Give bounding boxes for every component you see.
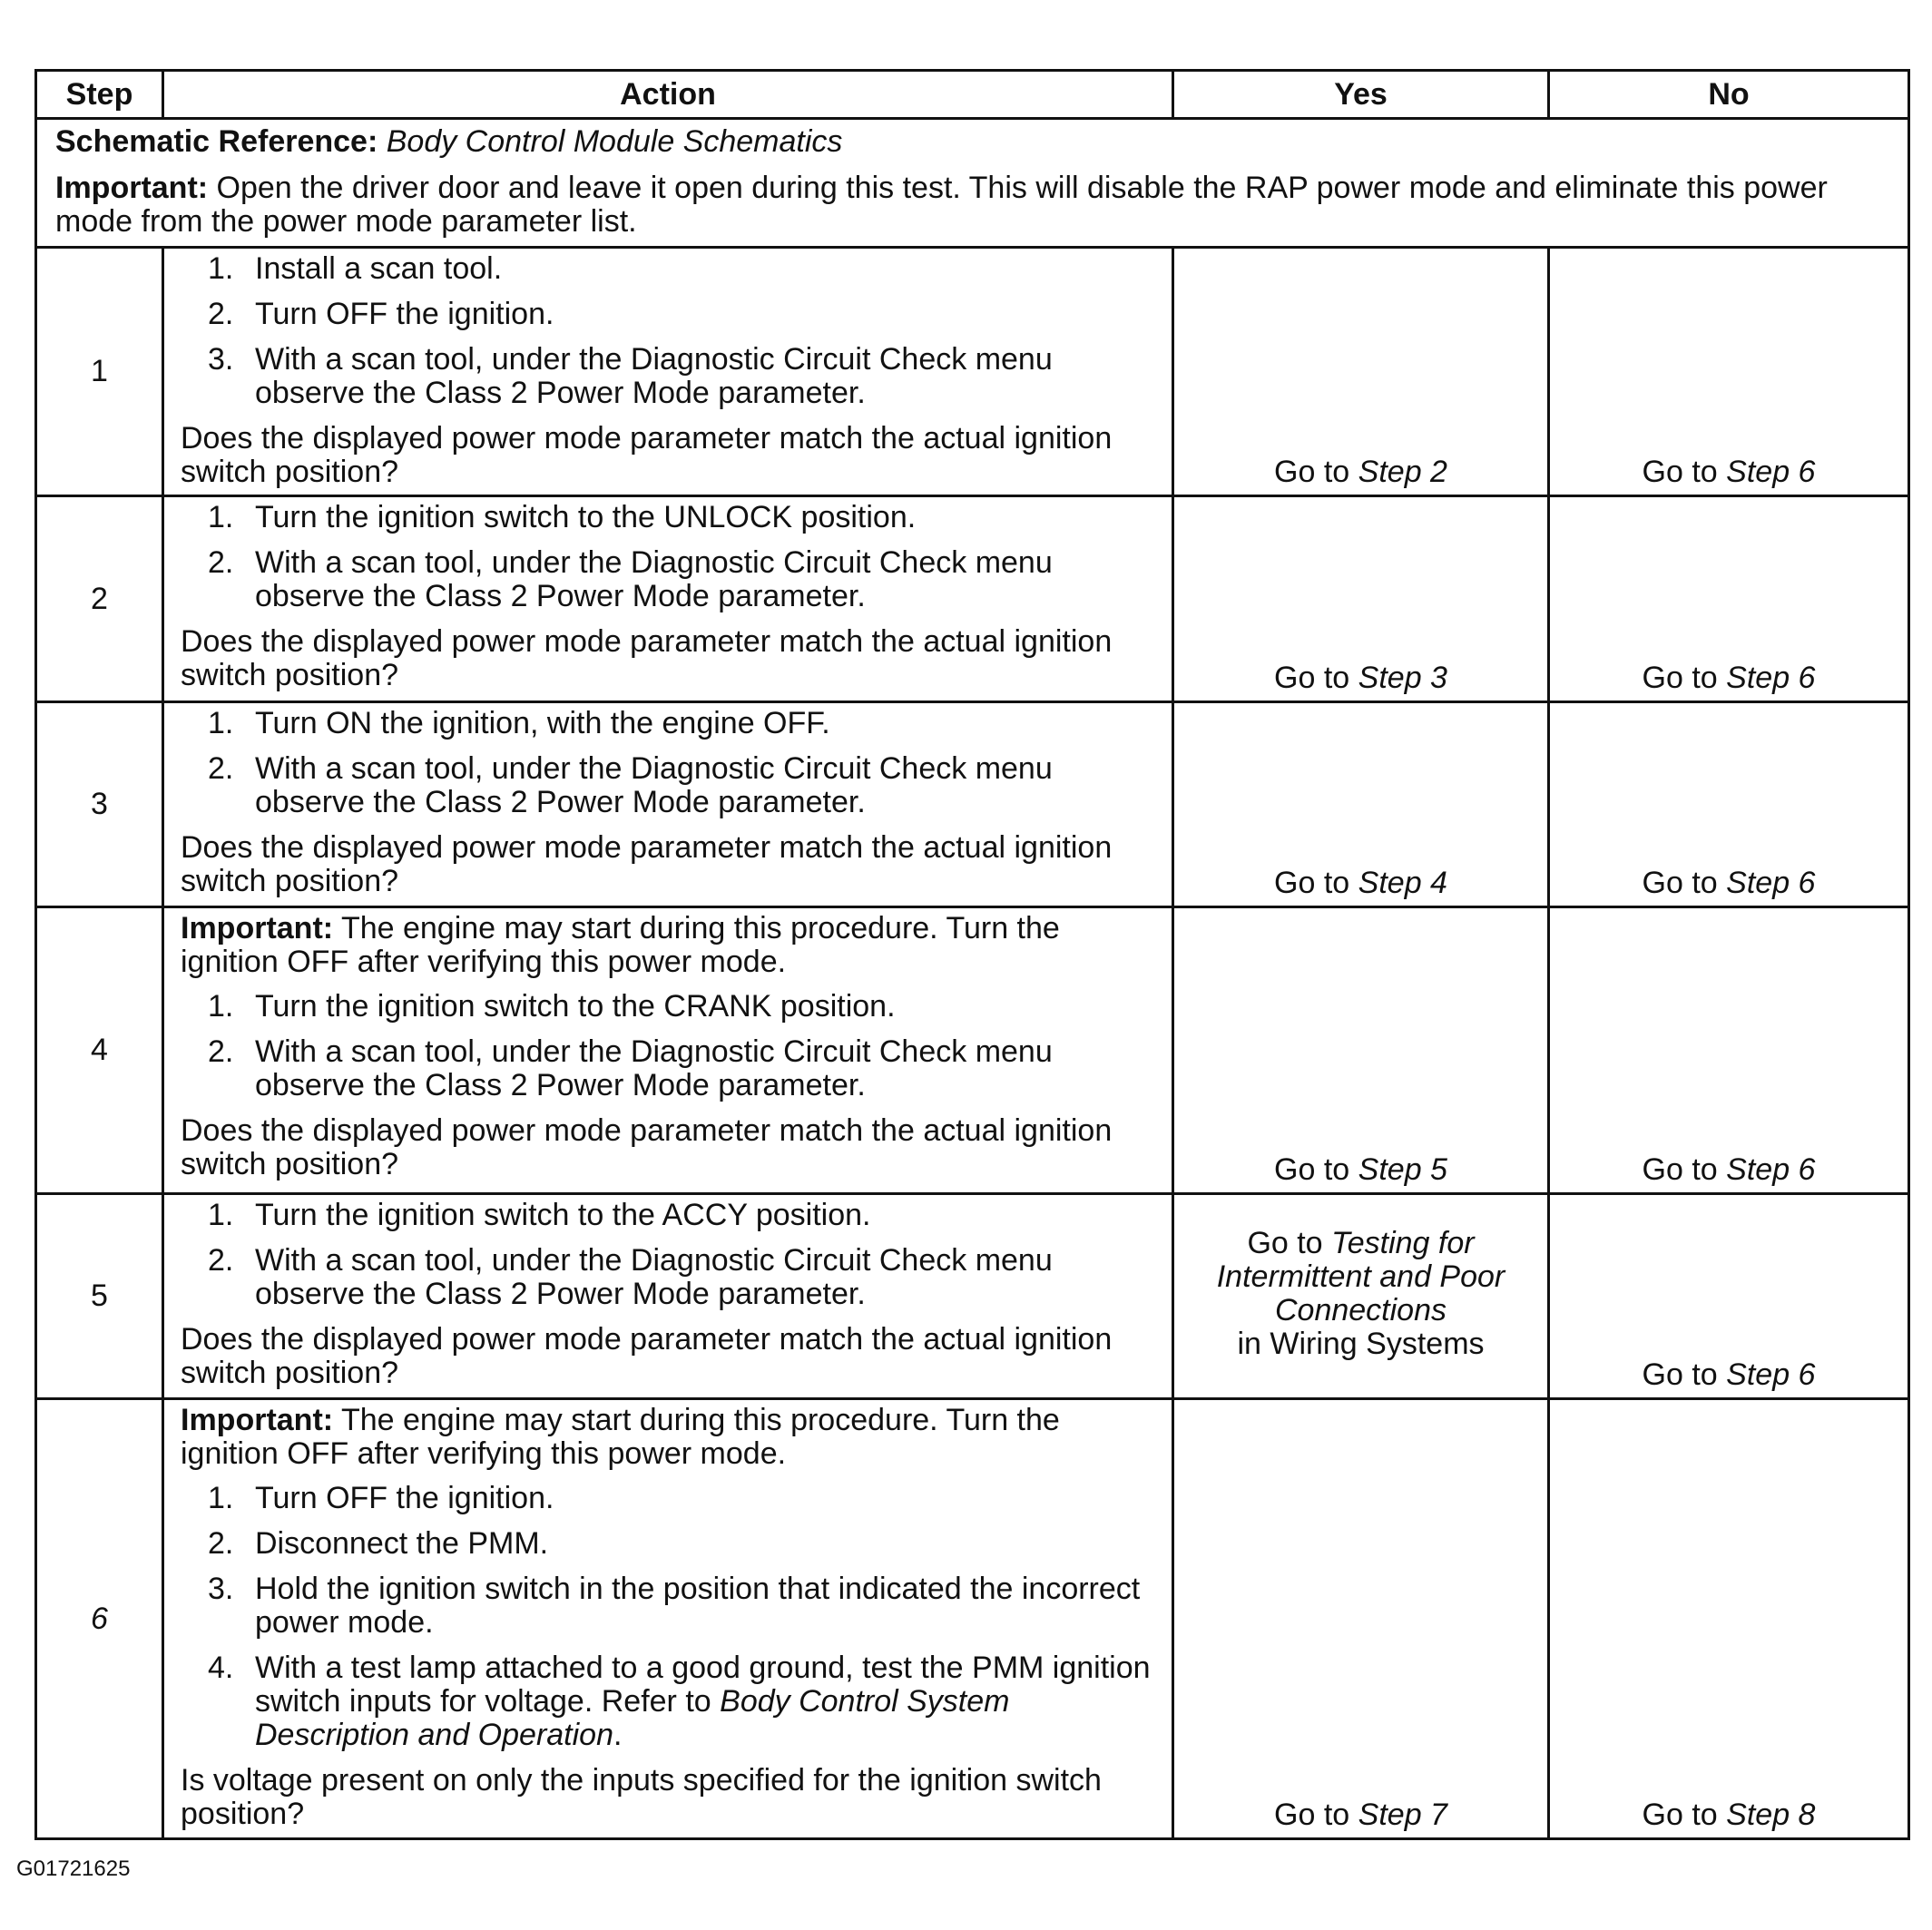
list-item: 2. With a scan tool, under the Diagnostic Circuit Check menu observe the Class 2 Power Mode parameter. — [208, 545, 1053, 613]
yes-link[interactable]: Step 3 — [1358, 661, 1447, 695]
list-item: 2. With a scan tool, under the Diagnostic Circuit Check menu observe the Class 2 Power Mode parameter. — [208, 1243, 1053, 1311]
yes-link[interactable]: Step 4 — [1358, 866, 1447, 900]
table-row — [36, 907, 1909, 1194]
schematic-reference-link[interactable]: Body Control Module Schematics — [386, 124, 843, 159]
step-number: 4 — [36, 907, 163, 1194]
step-important-note: Important: The engine may start during this procedure. Turn the ignition OFF after verifying this power mode. — [181, 911, 1060, 979]
step-question: Does the displayed power mode parameter match the actual ignition switch position? — [181, 624, 1113, 692]
table-row — [36, 1194, 1909, 1399]
figure-id: G01721625 — [16, 1857, 131, 1881]
list-item: 3. With a scan tool, under the Diagnostic Circuit Check menu observe the Class 2 Power Mode parameter. — [208, 342, 1053, 410]
yes-cell: Go to Step 2 — [1173, 248, 1549, 496]
step-question: Does the displayed power mode parameter match the actual ignition switch position? — [181, 1322, 1113, 1390]
action-cell — [163, 907, 1173, 1194]
action-cell — [163, 496, 1173, 702]
no-link[interactable]: Step 6 — [1726, 661, 1816, 695]
list-item: 1. Turn the ignition switch to the ACCY position. — [208, 1198, 871, 1232]
no-cell: Go to Step 6 — [1549, 496, 1909, 702]
step-number: 6 — [36, 1399, 163, 1839]
no-link[interactable]: Step 6 — [1726, 455, 1816, 489]
action-cell — [163, 248, 1173, 496]
table-header-row — [36, 71, 1909, 119]
yes-link[interactable]: Step 2 — [1358, 455, 1447, 489]
diagnostic-table — [34, 69, 1910, 1840]
step-number: 1 — [36, 248, 163, 496]
header-action: Action — [163, 71, 1173, 119]
action-list — [181, 501, 1155, 613]
action-list — [181, 1482, 1155, 1752]
list-item: 2. With a scan tool, under the Diagnostic Circuit Check menu observe the Class 2 Power Mode parameter. — [208, 751, 1053, 819]
list-item: 1. Install a scan tool. — [208, 251, 503, 286]
yes-link[interactable]: Step 7 — [1358, 1798, 1447, 1832]
header-step: Step — [36, 71, 163, 119]
action-list — [181, 707, 1155, 819]
header-no: No — [1549, 71, 1909, 119]
step-number: 3 — [36, 702, 163, 907]
yes-cell: Go to Step 3 — [1173, 496, 1549, 702]
table-row — [36, 496, 1909, 702]
list-item: 1. Turn the ignition switch to the UNLOCK position. — [208, 500, 917, 534]
important-label: Important: — [55, 171, 209, 205]
action-list — [181, 1199, 1155, 1311]
schematic-cell — [36, 119, 1909, 248]
step-number: 5 — [36, 1194, 163, 1399]
list-item: 2. Turn OFF the ignition. — [208, 297, 554, 331]
important-text: Open the driver door and leave it open during this test. This will disable the RAP power mode and eliminate this power mode from the power mode parameter list. — [55, 171, 1828, 239]
action-cell — [163, 1194, 1173, 1399]
list-item: 1. Turn ON the ignition, with the engine OFF. — [208, 706, 830, 740]
step-number: 2 — [36, 496, 163, 702]
schematic-important — [55, 171, 1889, 239]
yes-cell: Go to Testing for Intermittent and Poor Connections in Wiring Systems — [1173, 1194, 1549, 1399]
no-cell: Go to Step 6 — [1549, 1194, 1909, 1399]
action-cell — [163, 702, 1173, 907]
no-link[interactable]: Step 8 — [1726, 1798, 1816, 1832]
no-link[interactable]: Step 6 — [1726, 866, 1816, 900]
action-cell — [163, 1399, 1173, 1839]
no-link[interactable]: Step 6 — [1726, 1357, 1816, 1392]
step-question: Does the displayed power mode parameter match the actual ignition switch position? — [181, 830, 1113, 898]
yes-cell: Go to Step 5 — [1173, 907, 1549, 1194]
list-item: 2. With a scan tool, under the Diagnostic Circuit Check menu observe the Class 2 Power Mode parameter. — [208, 1034, 1053, 1102]
table-row — [36, 1399, 1909, 1839]
no-cell: Go to Step 6 — [1549, 702, 1909, 907]
yes-cell: Go to Step 7 — [1173, 1399, 1549, 1839]
no-cell: Go to Step 8 — [1549, 1399, 1909, 1839]
list-item: 1. Turn OFF the ignition. — [208, 1481, 554, 1515]
no-cell: Go to Step 6 — [1549, 907, 1909, 1194]
list-item: 4. With a test lamp attached to a good ground, test the PMM ignition switch inputs for voltage. Refer to Body Control System Description and Operation. — [208, 1651, 1151, 1752]
yes-cell: Go to Step 4 — [1173, 702, 1549, 907]
table-row — [36, 702, 1909, 907]
schematic-reference — [55, 125, 1889, 159]
diagnostic-table-sheet — [34, 69, 1907, 1840]
schematic-row — [36, 119, 1909, 248]
schematic-reference-label: Schematic Reference: — [55, 124, 378, 159]
list-item: 3. Hold the ignition switch in the position that indicated the incorrect power mode. — [208, 1572, 1141, 1640]
list-item: 1. Turn the ignition switch to the CRANK position. — [208, 989, 896, 1024]
reference-link[interactable]: Body Control System Description and Operation — [255, 1684, 1010, 1752]
action-list — [181, 990, 1155, 1102]
header-yes: Yes — [1173, 71, 1549, 119]
step-important-note: Important: The engine may start during this procedure. Turn the ignition OFF after verifying this power mode. — [181, 1403, 1060, 1471]
no-cell: Go to Step 6 — [1549, 248, 1909, 496]
yes-link[interactable]: Testing for Intermittent and Poor Connections — [1216, 1225, 1505, 1327]
step-question: Does the displayed power mode parameter match the actual ignition switch position? — [181, 1113, 1113, 1181]
step-question: Is voltage present on only the inputs specified for the ignition switch position? — [181, 1763, 1102, 1831]
table-row — [36, 248, 1909, 496]
action-list — [181, 252, 1155, 410]
yes-link[interactable]: Step 5 — [1358, 1152, 1447, 1187]
list-item: 2. Disconnect the PMM. — [208, 1526, 549, 1561]
step-question: Does the displayed power mode parameter match the actual ignition switch position? — [181, 421, 1113, 489]
yes-suffix: in Wiring Systems — [1237, 1326, 1485, 1361]
no-link[interactable]: Step 6 — [1726, 1152, 1816, 1187]
